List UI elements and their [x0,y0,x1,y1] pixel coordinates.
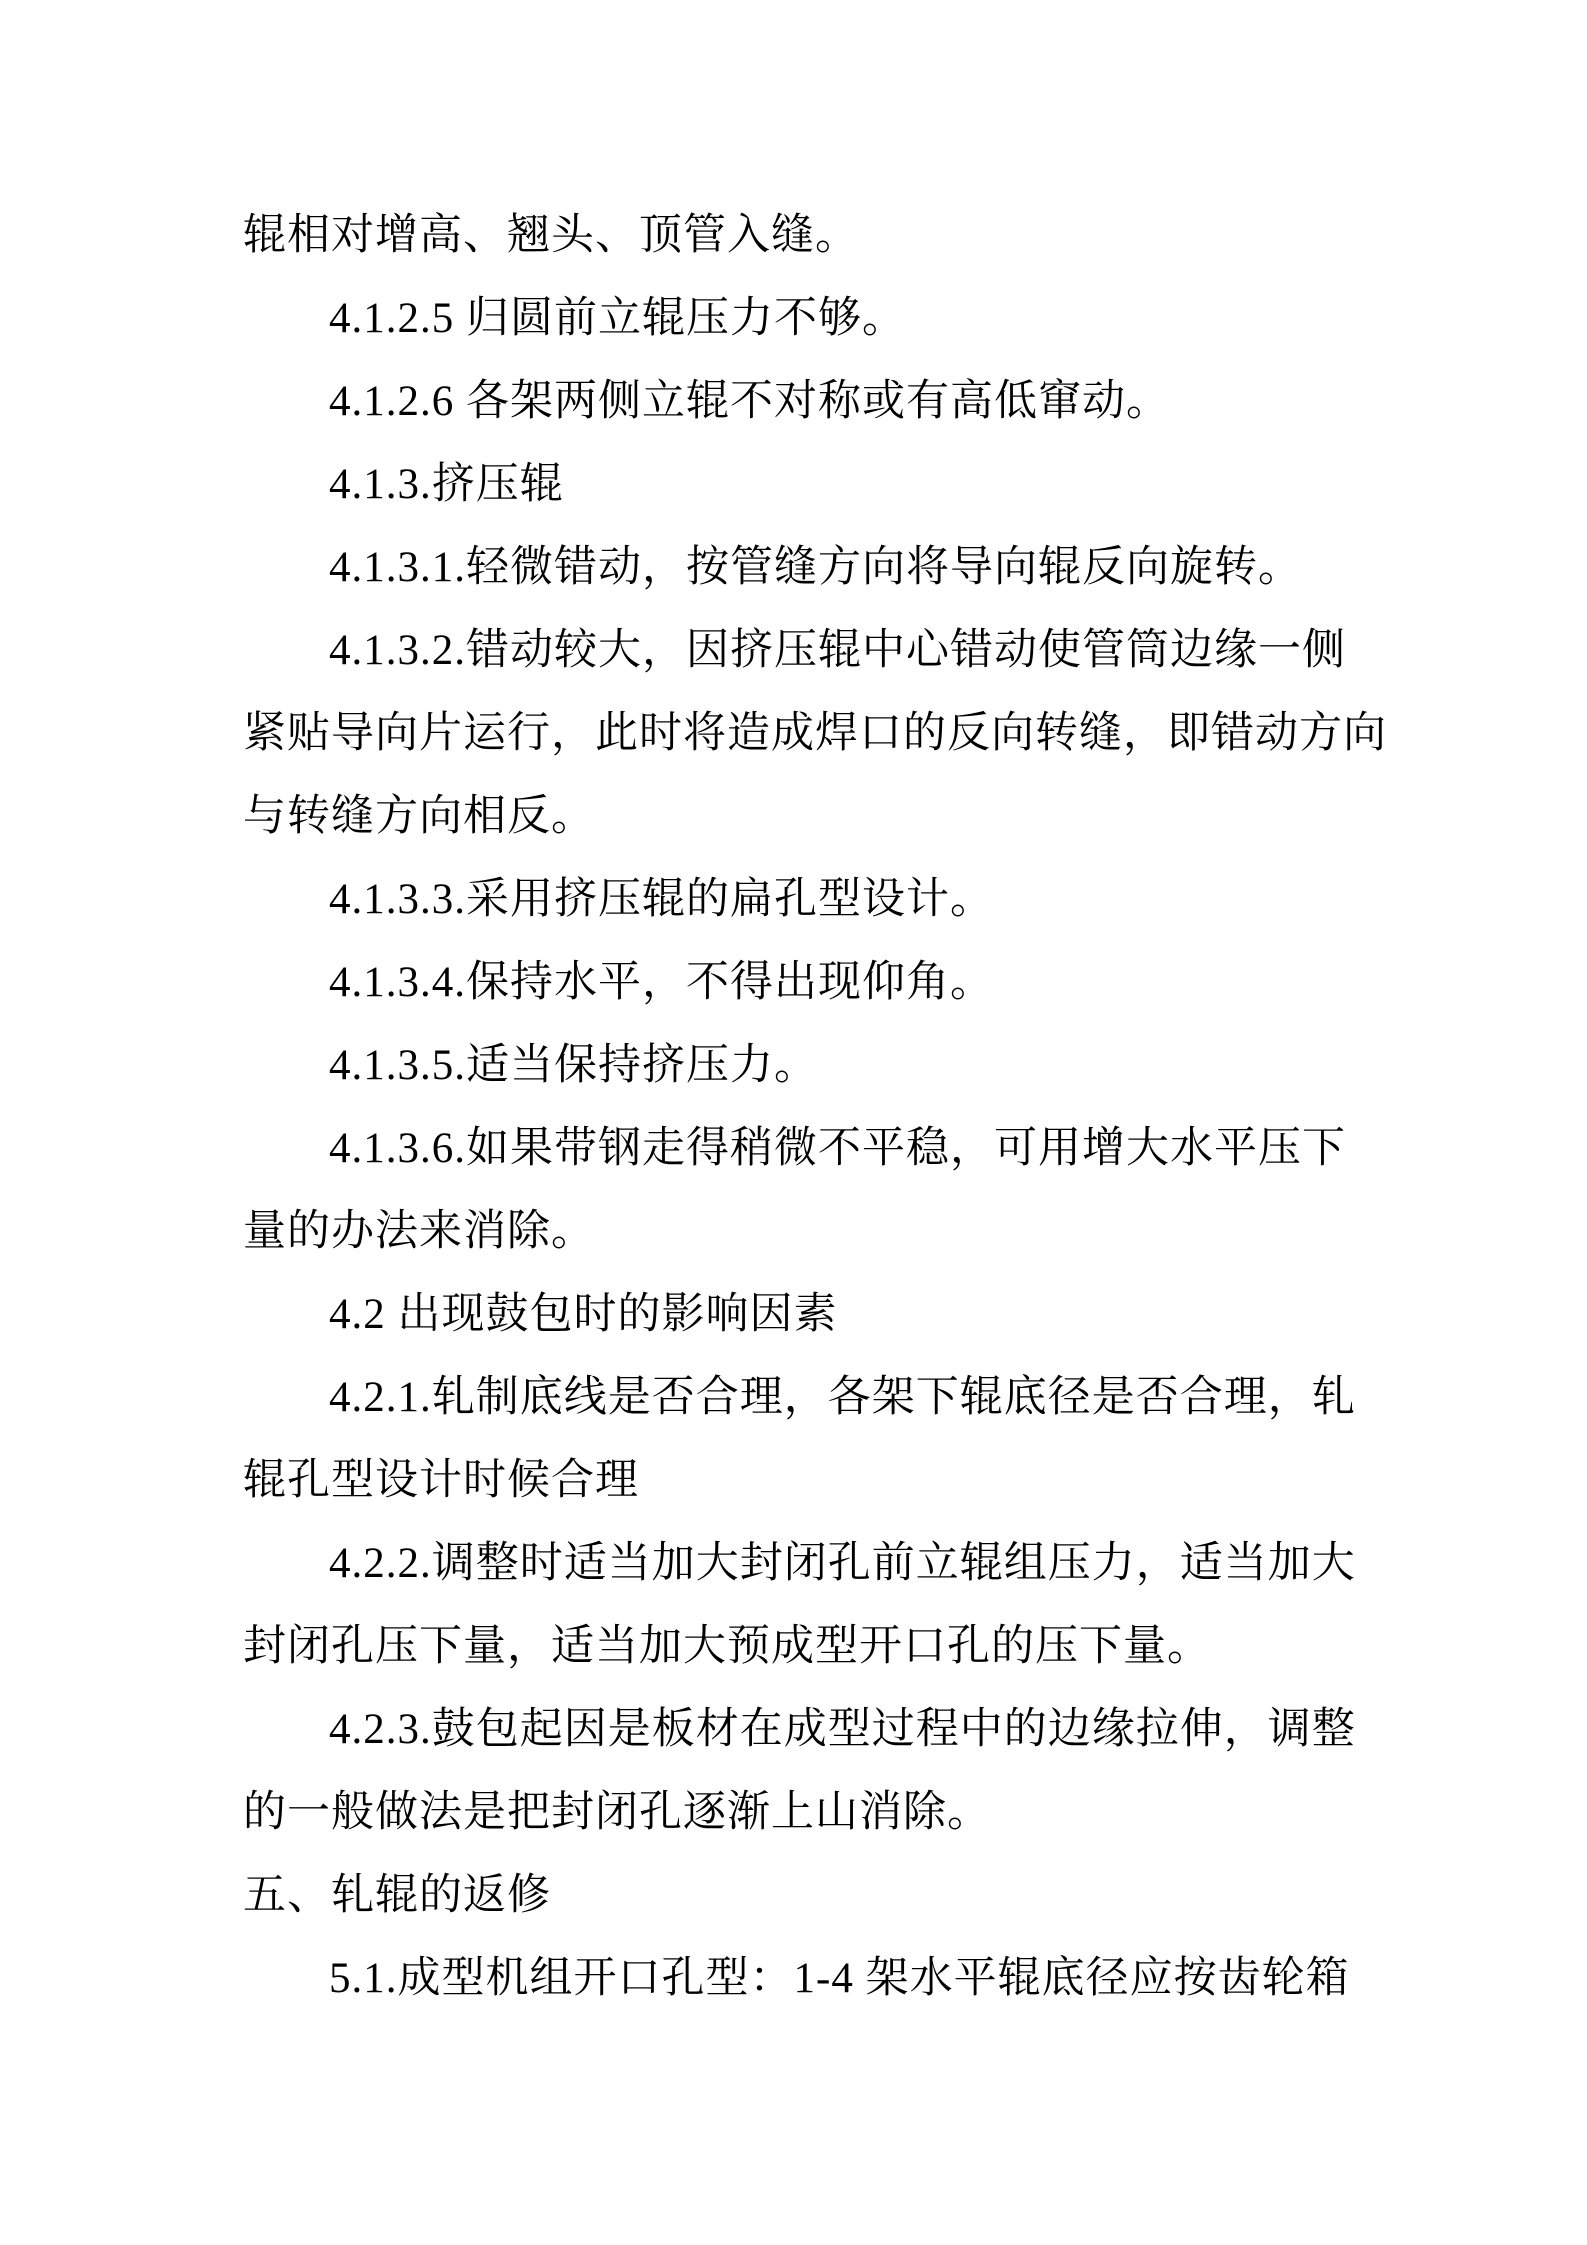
text-line: 4.2.1.轧制底线是否合理，各架下辊底径是否合理，轧 [329,1374,1356,1421]
text-line: 4.1.3.3.采用挤压辊的扁孔型设计。 [329,876,994,923]
text-line: 5.1.成型机组开口孔型：1-4 架水平辊底径应按齿轮箱 [329,1955,1350,2002]
text-line: 4.1.3.2.错动较大，因挤压辊中心错动使管筒边缘一侧 [329,627,1346,674]
text-line: 4.1.3.4.保持水平，不得出现仰角。 [329,959,994,1006]
text-line: 的一般做法是把封闭孔逐渐上山消除。 [243,1789,991,1836]
text-line: 4.1.3.1.轻微错动，按管缝方向将导向辊反向旋转。 [329,544,1302,591]
text-line: 五、轧辊的返修 [243,1872,551,1919]
text-line: 量的办法来消除。 [243,1208,595,1255]
text-line: 4.1.2.5 归圆前立辊压力不够。 [329,295,906,342]
text-line: 紧贴导向片运行，此时将造成焊口的反向转缝，即错动方向 [243,710,1387,757]
text-block [243,194,1387,2020]
text-line: 4.2.2.调整时适当加大封闭孔前立辊组压力，适当加大 [329,1540,1356,1587]
text-line: 与转缝方向相反。 [243,793,595,840]
text-line: 4.1.2.6 各架两侧立辊不对称或有高低窜动。 [329,378,1170,425]
text-line: 4.1.3.6.如果带钢走得稍微不平稳，可用增大水平压下 [329,1125,1346,1172]
text-line: 4.2.3.鼓包起因是板材在成型过程中的边缘拉伸，调整 [329,1706,1356,1753]
text-line: 4.2 出现鼓包时的影响因素 [329,1291,838,1338]
text-line: 4.1.3.5.适当保持挤压力。 [329,1042,818,1089]
text-line: 封闭孔压下量，适当加大预成型开口孔的压下量。 [243,1623,1211,1670]
text-line: 辊孔型设计时候合理 [243,1457,639,1504]
text-line: 4.1.3.挤压辊 [329,461,564,508]
text-line: 辊相对增高、翘头、顶管入缝。 [243,212,859,259]
